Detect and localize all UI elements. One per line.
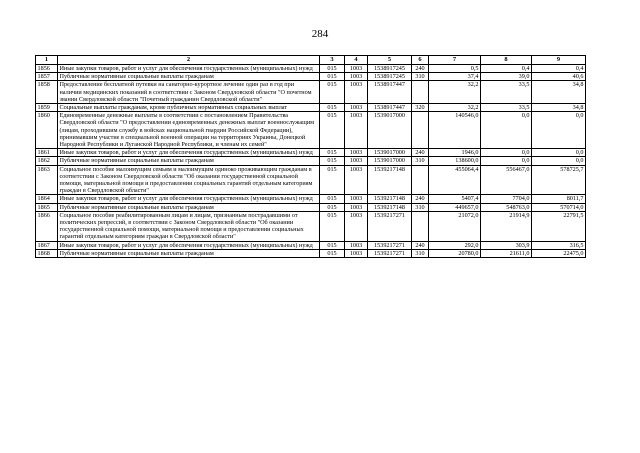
row-number: 1862: [36, 157, 58, 165]
row-expense-type: 310: [412, 249, 429, 257]
row-description: Иные закупки товаров, работ и услуг для обеспечения государственных (муниципальных) нужд: [58, 241, 320, 249]
row-number: 1860: [36, 112, 58, 149]
col-header-5: 5: [368, 56, 412, 65]
row-expense-type: 240: [412, 149, 429, 157]
row-target-article: 1539217148: [368, 203, 412, 211]
table-body: [36, 65, 586, 258]
row-amount-year-3: 0,0: [532, 112, 586, 149]
row-section-code: 1003: [345, 73, 368, 81]
row-description: Иные закупки товаров, работ и услуг для обеспечения государственных (муниципальных) нужд: [58, 149, 320, 157]
row-amount-year-3: 0,4: [532, 65, 586, 73]
row-expense-type: 240: [412, 195, 429, 203]
table-row: [36, 203, 586, 211]
row-expense-type: 310: [412, 203, 429, 211]
row-admin-code: 015: [320, 149, 345, 157]
row-admin-code: 015: [320, 203, 345, 211]
row-amount-year-3: 34,8: [532, 104, 586, 112]
row-admin-code: 015: [320, 165, 345, 195]
row-amount-year-3: 0,0: [532, 157, 586, 165]
col-header-7: 7: [429, 56, 481, 65]
table-row: [36, 211, 586, 241]
row-amount-year-1: 0,5: [429, 65, 481, 73]
row-admin-code: 015: [320, 112, 345, 149]
row-amount-year-3: 570714,0: [532, 203, 586, 211]
row-description: Публичные нормативные социальные выплаты гражданам: [58, 203, 320, 211]
row-admin-code: 015: [320, 81, 345, 104]
row-amount-year-1: 20780,0: [429, 249, 481, 257]
row-amount-year-2: 21611,0: [481, 249, 532, 257]
row-section-code: 1003: [345, 157, 368, 165]
table-row: [36, 112, 586, 149]
row-target-article: 1538917245: [368, 65, 412, 73]
row-section-code: 1003: [345, 81, 368, 104]
row-section-code: 1003: [345, 104, 368, 112]
row-description: Социальное пособие реабилитированным лицам и лицам, признанным пострадавшими от политических репрессий, в соответствии с Законом Свердловской области "Об оказании государственной социальной помощи, материальной помощи и предоставлении социальных гарантий отдельным категориям граждан в Свердловской области": [58, 211, 320, 241]
row-admin-code: 015: [320, 73, 345, 81]
row-number: 1856: [36, 65, 58, 73]
row-description: Социальные выплаты гражданам, кроме публичных нормативных социальных выплат: [58, 104, 320, 112]
row-number: 1868: [36, 249, 58, 257]
row-admin-code: 015: [320, 249, 345, 257]
table-row: [36, 157, 586, 165]
row-description: Иные закупки товаров, работ и услуг для обеспечения государственных (муниципальных) нужд: [58, 65, 320, 73]
row-target-article: 1539217271: [368, 211, 412, 241]
row-number: 1857: [36, 73, 58, 81]
page-number: 284: [311, 28, 329, 40]
row-admin-code: 015: [320, 65, 345, 73]
row-amount-year-2: 0,0: [481, 149, 532, 157]
row-section-code: 1003: [345, 195, 368, 203]
row-description: Предоставление бесплатной путевки на санаторно-курортное лечение один раз в год при наличии медицинских показаний в соответствии с Законом Свердловской области "О почетном звании Свердловской области "Почетный гражданин Свердловской области": [58, 81, 320, 104]
row-expense-type: [412, 165, 429, 195]
row-amount-year-1: 5407,4: [429, 195, 481, 203]
row-amount-year-3: 22475,0: [532, 249, 586, 257]
table-row: [36, 149, 586, 157]
row-target-article: 1539217148: [368, 165, 412, 195]
row-amount-year-2: 7704,0: [481, 195, 532, 203]
row-amount-year-2: 33,5: [481, 81, 532, 104]
row-expense-type: 240: [412, 65, 429, 73]
row-amount-year-2: 0,0: [481, 112, 532, 149]
row-number: 1866: [36, 211, 58, 241]
table-row: [36, 65, 586, 73]
row-number: 1867: [36, 241, 58, 249]
row-amount-year-1: 37,4: [429, 73, 481, 81]
row-target-article: 1539017000: [368, 149, 412, 157]
row-amount-year-2: 548763,0: [481, 203, 532, 211]
row-admin-code: 015: [320, 195, 345, 203]
row-section-code: 1003: [345, 112, 368, 149]
row-expense-type: [412, 81, 429, 104]
table-row: [36, 81, 586, 104]
col-header-8: 8: [481, 56, 532, 65]
row-target-article: 1539017000: [368, 157, 412, 165]
row-amount-year-3: 578725,7: [532, 165, 586, 195]
row-section-code: 1003: [345, 249, 368, 257]
row-admin-code: 015: [320, 211, 345, 241]
row-amount-year-1: 140546,0: [429, 112, 481, 149]
row-target-article: 1539217148: [368, 195, 412, 203]
row-expense-type: [412, 211, 429, 241]
row-number: 1861: [36, 149, 58, 157]
row-number: 1858: [36, 81, 58, 104]
row-number: 1864: [36, 195, 58, 203]
row-number: 1859: [36, 104, 58, 112]
table-row: [36, 241, 586, 249]
row-admin-code: 015: [320, 104, 345, 112]
row-amount-year-2: 303,9: [481, 241, 532, 249]
row-amount-year-1: 292,0: [429, 241, 481, 249]
row-expense-type: 310: [412, 157, 429, 165]
row-target-article: 1538917447: [368, 104, 412, 112]
table-header: [36, 56, 586, 65]
row-amount-year-1: 449657,0: [429, 203, 481, 211]
row-section-code: 1003: [345, 65, 368, 73]
row-amount-year-3: 40,6: [532, 73, 586, 81]
row-expense-type: 240: [412, 241, 429, 249]
row-amount-year-1: 21072,0: [429, 211, 481, 241]
row-expense-type: [412, 112, 429, 149]
row-admin-code: 015: [320, 241, 345, 249]
row-amount-year-2: 33,5: [481, 104, 532, 112]
row-description: Публичные нормативные социальные выплаты гражданам: [58, 157, 320, 165]
row-description: Иные закупки товаров, работ и услуг для обеспечения государственных (муниципальных) нужд: [58, 195, 320, 203]
row-section-code: 1003: [345, 165, 368, 195]
row-target-article: 1538917245: [368, 73, 412, 81]
row-amount-year-1: 32,2: [429, 104, 481, 112]
row-target-article: 1538917447: [368, 81, 412, 104]
row-amount-year-1: 1946,0: [429, 149, 481, 157]
row-number: 1863: [36, 165, 58, 195]
col-header-6: 6: [412, 56, 429, 65]
table-row: [36, 195, 586, 203]
row-amount-year-1: 32,2: [429, 81, 481, 104]
row-target-article: 1539217271: [368, 241, 412, 249]
row-amount-year-3: 22791,5: [532, 211, 586, 241]
row-amount-year-2: 556467,0: [481, 165, 532, 195]
row-amount-year-2: 0,0: [481, 157, 532, 165]
row-amount-year-3: 316,5: [532, 241, 586, 249]
row-amount-year-2: 0,4: [481, 65, 532, 73]
table-row: [36, 165, 586, 195]
row-amount-year-3: 8011,7: [532, 195, 586, 203]
row-section-code: 1003: [345, 203, 368, 211]
row-description: Единовременные денежные выплаты в соответствии с постановлением Правительства Свердловской области "О предоставлении единовременных денежных выплат военнослужащим (лицам, проходившим службу в войсках национальной гвардии Российской Федерации), принимавшим участие в специальной военной операции на территориях Украины, Донецкой Народной Республики и Луганской Народной Республики, и членам их семей": [58, 112, 320, 149]
col-header-2: 2: [58, 56, 320, 65]
table-row: [36, 249, 586, 257]
col-header-1: 1: [36, 56, 58, 65]
row-description: Социальное пособие малоимущим семьям и малоимущим одиноко проживающим гражданам в соответствии с Законом Свердловской области "Об оказании государственной социальной помощи, материальной помощи и предоставлении социальных гарантий отдельным категориям граждан в Свердловской области": [58, 165, 320, 195]
table-row: [36, 104, 586, 112]
row-target-article: 1539017000: [368, 112, 412, 149]
row-description: Публичные нормативные социальные выплаты гражданам: [58, 73, 320, 81]
row-target-article: 1539217271: [368, 249, 412, 257]
row-amount-year-1: 138600,0: [429, 157, 481, 165]
col-header-4: 4: [345, 56, 368, 65]
row-amount-year-2: 39,0: [481, 73, 532, 81]
row-expense-type: 320: [412, 104, 429, 112]
col-header-9: 9: [532, 56, 586, 65]
row-description: Публичные нормативные социальные выплаты гражданам: [58, 249, 320, 257]
col-header-3: 3: [320, 56, 345, 65]
row-amount-year-3: 0,0: [532, 149, 586, 157]
row-amount-year-3: 34,8: [532, 81, 586, 104]
row-number: 1865: [36, 203, 58, 211]
budget-table: [35, 55, 586, 258]
row-section-code: 1003: [345, 241, 368, 249]
row-expense-type: 310: [412, 73, 429, 81]
row-section-code: 1003: [345, 211, 368, 241]
row-admin-code: 015: [320, 157, 345, 165]
row-amount-year-1: 455064,4: [429, 165, 481, 195]
row-amount-year-2: 21914,9: [481, 211, 532, 241]
table-row: [36, 73, 586, 81]
row-section-code: 1003: [345, 149, 368, 157]
